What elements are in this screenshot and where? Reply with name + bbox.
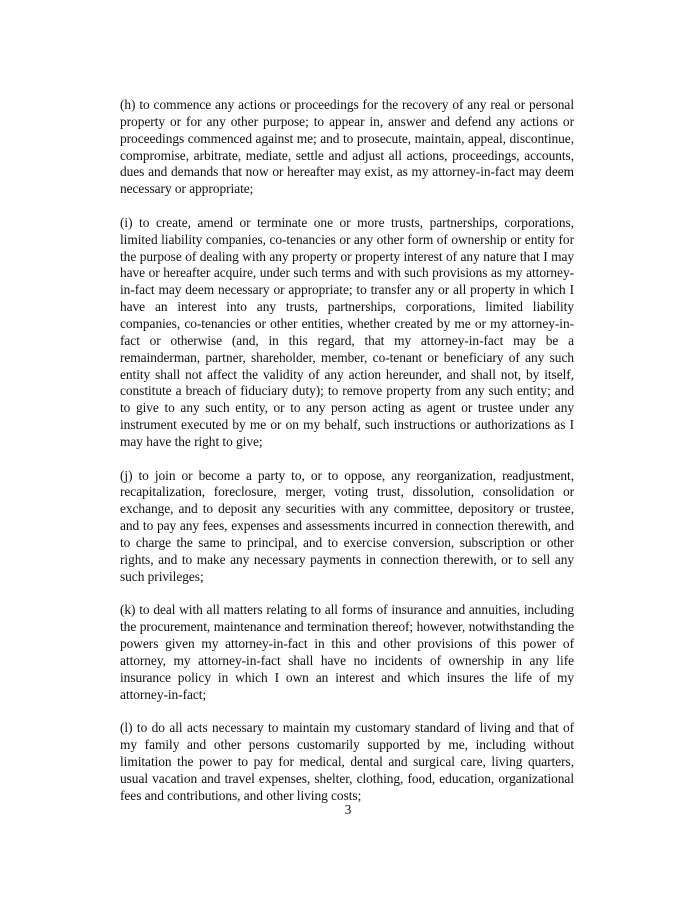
document-body bbox=[120, 97, 574, 821]
clause-j: (j) to join or become a party to, or to oppose, any reorganization, readjustment, recapitalization, foreclosure, merger, voting trust, dissolution, consolidation or exchange, and to deposit any securities with any committee, depository or trustee, and to pay any fees, expenses and assessments incurred in connection therewith, and to charge the same to principal, and to exercise conversion, subscription or other rights, and to make any necessary payments in connection therewith, or to sell any such privileges; bbox=[120, 467, 574, 584]
clause-i: (i) to create, amend or terminate one or more trusts, partnerships, corporations, limited liability companies, co-tenancies or any other form of ownership or entity for the purpose of dealing with any property or property interest of any nature that I may have or hereafter acquire, under such terms and with such provisions as my attorney-in-fact may deem necessary or appropriate; to transfer any or all property in which I have an interest into any trusts, partnerships, corporations, limited liability companies, co-tenancies or other entities, whether created by me or my attorney-in-fact or otherwise (and, in this regard, that my attorney-in-fact may be a remainderman, partner, shareholder, member, co-tenant or beneficiary of any such entity shall not affect the validity of any action hereunder, and shall not, by itself, constitute a breach of fiduciary duty); to remove property from any such entity; and to give to any such entity, or to any person acting as agent or trustee under any instrument executed by me or on my behalf, such instructions or authorizations as I may have the right to give; bbox=[120, 214, 574, 449]
clause-l: (l) to do all acts necessary to maintain my customary standard of living and that of my family and other persons customarily supported by me, including without limitation the power to pay for medical, dental and surgical care, living quarters, usual vacation and travel expenses, shelter, clothing, food, education, organizational fees and contributions, and other living costs; bbox=[120, 720, 574, 803]
clause-k: (k) to deal with all matters relating to all forms of insurance and annuities, including the procurement, maintenance and termination thereof; however, notwithstanding the powers given my attorney-in-fact in this and other provisions of this power of attorney, my attorney-in-fact shall have no incidents of ownership in any life insurance policy in which I own an interest and which insures the life of my attorney-in-fact; bbox=[120, 602, 574, 702]
clause-h: (h) to commence any actions or proceedings for the recovery of any real or personal property or for any other purpose; to appear in, answer and defend any actions or proceedings commenced against me; and to prosecute, maintain, appeal, discontinue, compromise, arbitrate, mediate, settle and adjust all actions, proceedings, accounts, dues and demands that now or hereafter may exist, as my attorney-in-fact may deem necessary or appropriate; bbox=[120, 97, 574, 197]
page-number: 3 bbox=[344, 802, 352, 817]
